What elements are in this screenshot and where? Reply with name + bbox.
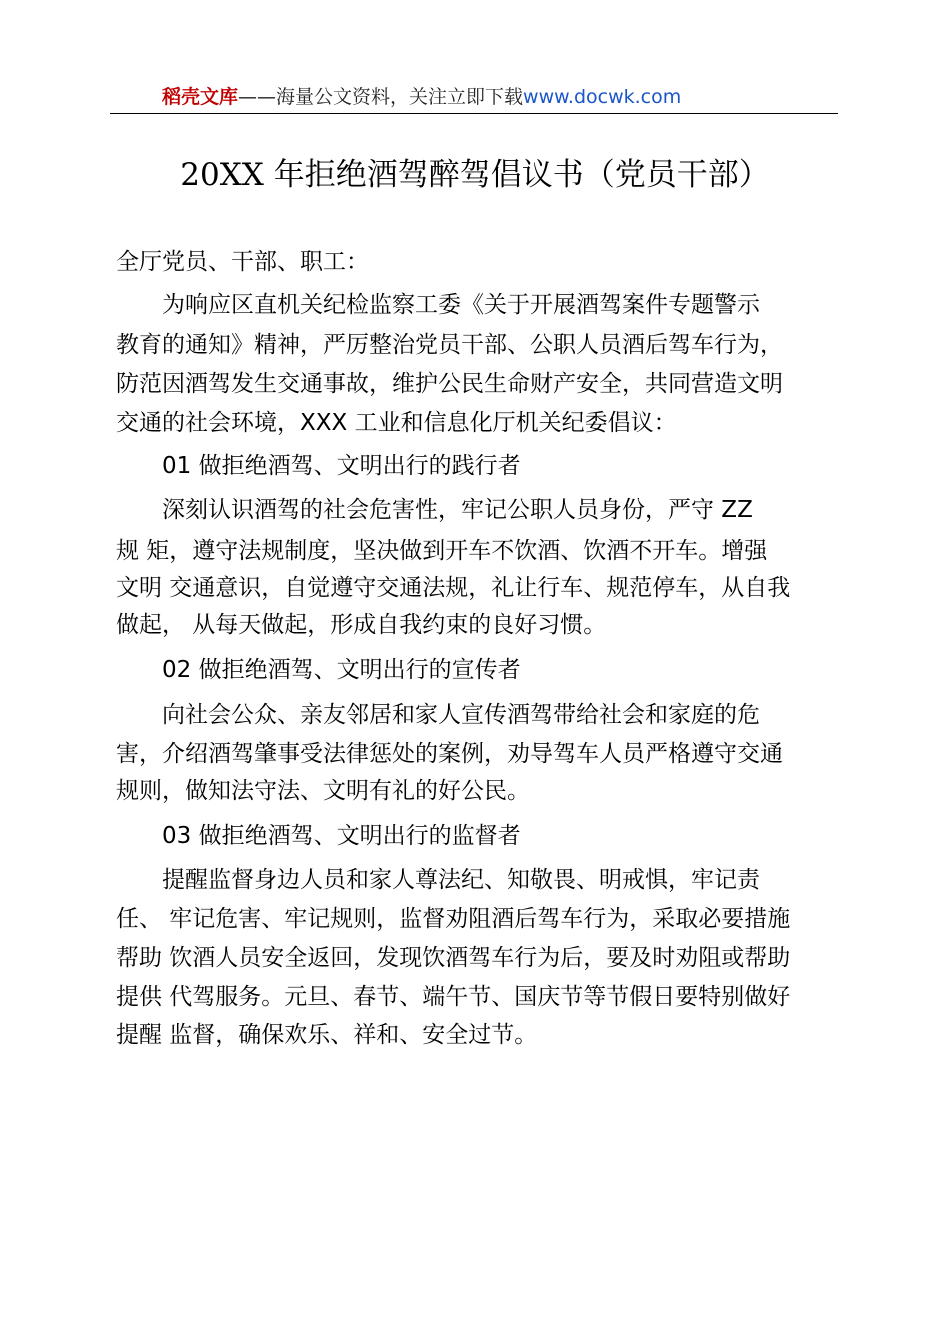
section-line: 向社会公众、亲友邻居和家人宣传酒驾带给社会和家庭的危 — [116, 702, 760, 728]
document-title: 20XX 年拒绝酒驾醉驾倡议书（党员干部） — [180, 157, 770, 193]
intro-line: 为响应区直机关纪检监察工委《关于开展酒驾案件专题警示 — [116, 292, 760, 318]
section-line: 提醒监督身边人员和家人尊法纪、知敬畏、明戒惧，牢记责 — [116, 867, 760, 893]
section-line: 提供 代驾服务。元旦、春节、端午节、国庆节等节假日要特别做好 — [116, 984, 791, 1010]
section-line: 规 矩，遵守法规制度，坚决做到开车不饮酒、饮酒不开车。增强 — [116, 538, 768, 564]
section-line: 帮助 饮酒人员安全返回，发现饮酒驾车行为后，要及时劝阻或帮助 — [116, 945, 791, 971]
document-header — [162, 84, 681, 110]
section-line: 做起， 从每天做起，形成自我约束的良好习惯。 — [116, 612, 607, 638]
intro-line: 交通的社会环境，XXX 工业和信息化厅机关纪委倡议： — [116, 410, 677, 436]
intro-line: 防范因酒驾发生交通事故，维护公民生命财产安全，共同营造文明 — [116, 371, 783, 397]
section-line: 任、 牢记危害、牢记规则，监督劝阻酒后驾车行为，采取必要措施 — [116, 906, 791, 932]
section-heading: 02 做拒绝酒驾、文明出行的宣传者 — [116, 657, 521, 683]
section-line: 文明 交通意识，自觉遵守交通法规，礼让行车、规范停车，从自我 — [116, 575, 791, 601]
section-heading: 03 做拒绝酒驾、文明出行的监督者 — [116, 823, 521, 849]
section-line: 深刻认识酒驾的社会危害性，牢记公职人员身份，严守 ZZ — [116, 497, 753, 523]
section-line: 规则，做知法守法、文明有礼的好公民。 — [116, 778, 530, 804]
header-divider — [110, 113, 838, 114]
salutation: 全厅党员、干部、职工： — [116, 249, 369, 275]
section-heading: 01 做拒绝酒驾、文明出行的践行者 — [116, 453, 521, 479]
section-line: 提醒 监督，确保欢乐、祥和、安全过节。 — [116, 1022, 538, 1048]
intro-line: 教育的通知》精神，严厉整治党员干部、公职人员酒后驾车行为， — [116, 332, 783, 358]
section-line: 害，介绍酒驾肇事受法律惩处的案例，劝导驾车人员严格遵守交通 — [116, 741, 783, 767]
header-tagline: ——海量公文资料，关注立即下载 — [238, 86, 524, 108]
brand-name: 稻壳文库 — [162, 86, 239, 108]
header-url[interactable]: www.docwk.com — [523, 86, 682, 108]
